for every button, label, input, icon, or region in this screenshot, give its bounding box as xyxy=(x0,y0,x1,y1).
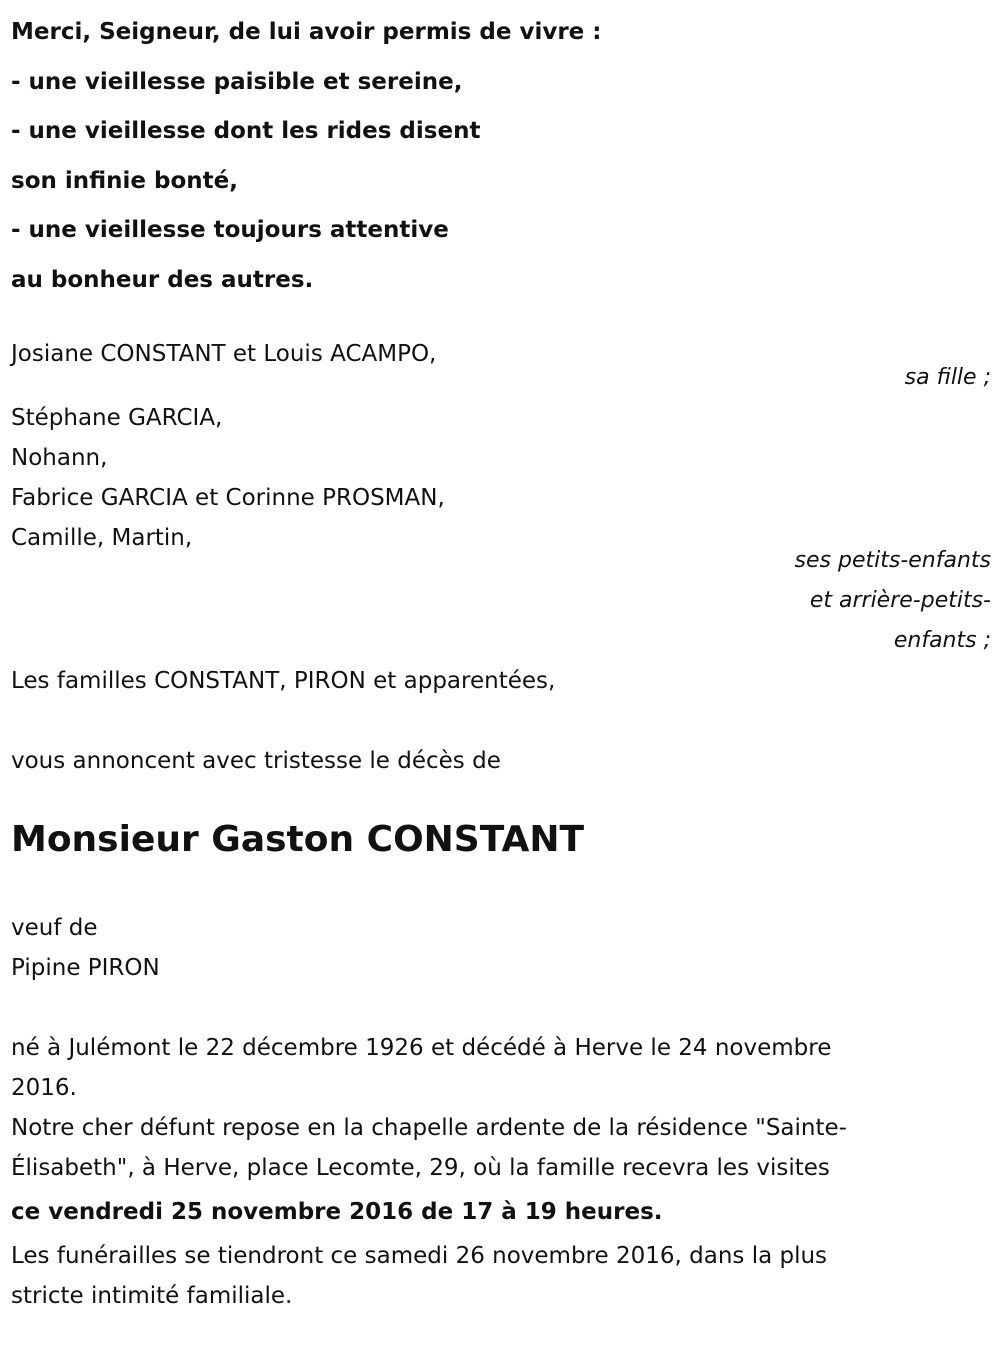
daughter-names: Josiane CONSTANT et Louis ACAMPO, xyxy=(11,341,437,367)
poem xyxy=(11,8,991,305)
grandchild-line: Camille, Martin, xyxy=(11,525,193,551)
announcement: vous annoncent avec tristesse le décès de xyxy=(11,748,501,774)
poem-line: - une vieillesse paisible et sereine, xyxy=(11,68,463,95)
birth-death-line: né à Julémont le 22 décembre 1926 et décédé à Herve le 24 novembre xyxy=(11,1035,832,1061)
rest-line: Élisabeth", à Herve, place Lecomte, 29, où la famille recevra les visites xyxy=(11,1155,830,1181)
grandchildren-list xyxy=(11,398,991,558)
daughter-role: sa fille ; xyxy=(904,365,991,390)
spouse-name: Pipine PIRON xyxy=(11,955,160,981)
grandchildren-role xyxy=(11,541,991,661)
widow-info xyxy=(11,908,160,988)
funeral-line: stricte intimité familiale. xyxy=(11,1283,293,1309)
widow-label: veuf de xyxy=(11,915,98,941)
role-line: et arrière-petits- xyxy=(809,588,991,613)
poem-line: - une vieillesse dont les rides disent xyxy=(11,118,481,144)
funeral-line: Les funérailles se tiendront ce samedi 26 novembre 2016, dans la plus xyxy=(11,1243,828,1269)
poem-line: - une vieillesse toujours attentive xyxy=(11,217,449,243)
details xyxy=(11,1028,991,1316)
deceased-name: Monsieur Gaston CONSTANT xyxy=(11,819,585,860)
rest-line: Notre cher défunt repose en la chapelle ardente de la résidence "Sainte- xyxy=(11,1115,847,1141)
grandchild-line: Stéphane GARCIA, xyxy=(11,405,223,431)
obituary-page xyxy=(11,8,991,1309)
grandchild-line: Nohann, xyxy=(11,445,108,471)
birth-death-line: 2016. xyxy=(11,1075,77,1101)
grandchild-line: Fabrice GARCIA et Corinne PROSMAN, xyxy=(11,485,445,511)
poem-line: Merci, Seigneur, de lui avoir permis de vivre : xyxy=(11,19,602,45)
role-line: ses petits-enfants xyxy=(794,548,991,573)
role-line: enfants ; xyxy=(893,628,991,653)
poem-line: son infinie bonté, xyxy=(11,167,239,194)
visit-time: ce vendredi 25 novembre 2016 de 17 à 19 heures. xyxy=(11,1199,663,1225)
families-line: Les familles CONSTANT, PIRON et apparentées, xyxy=(11,668,556,694)
poem-line: au bonheur des autres. xyxy=(11,266,314,293)
